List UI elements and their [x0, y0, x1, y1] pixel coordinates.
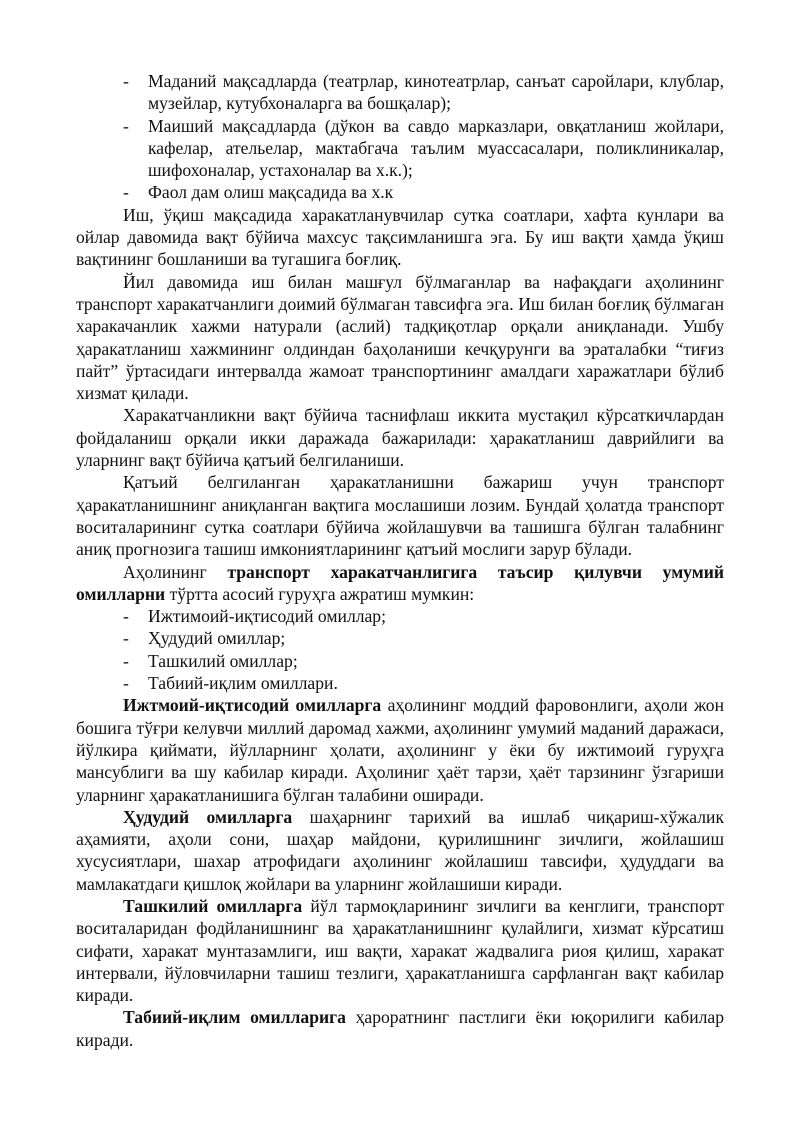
paragraph: Табиий-иқлим омилларига ҳароратнинг пастлиги ёки юқорилиги кабилар киради.	[76, 1007, 724, 1050]
dash-bullet: -	[123, 628, 129, 649]
paragraph: Қатъий белгиланган ҳаракатланишни бажариш учун транспорт ҳаракатланишнинг аниқланган вақтига мослашиши лозим. Бундай ҳолатда транспорт воситаларининг сутка соатлари бўйича жойлашувчи ва ташишга бўлган талабнинг аниқ прогнозига ташиш имкониятларининг қатъий мослиги зарур бўлади.	[76, 472, 724, 560]
dash-bullet: -	[123, 115, 129, 136]
dash-bullet: -	[123, 650, 129, 671]
list-item: - Маданий мақсадларда (театрлар, кинотеатрлар, санъат саройлари, клублар, музейлар, кутубхоналарга ва бошқалар);	[123, 71, 724, 114]
bold-term: Ижтмоий-иқтисодий омилларга	[123, 695, 382, 716]
purpose-list	[76, 70, 724, 204]
paragraph: Харакатчанликни вақт бўйича таснифлаш иккита мустақил кўрсаткичлардан фойдаланиш орқали икки даражада бажарилади: ҳаракатланиш даврийлиги ва уларнинг вақт бўйича қатъий белгиланиши.	[76, 405, 724, 471]
list-item: - Ҳудудий омиллар;	[123, 628, 286, 649]
list-item: - Табиий-иқлим омиллари.	[123, 673, 338, 694]
list-item: - Фаол дам олиш мақсадида ва х.к	[123, 182, 394, 203]
paragraph: Ташкилий омилларга йўл тармоқларининг зичлиги ва кенглиги, транспорт воситаларидан фодйланишнинг ва ҳаракатланишнинг қулайлиги, хизмат кўрсатиш сифати, харакат мунтазамлиги, иш вақти, харакат жадвалига риоя қилиш, харакат интервали, йўловчиларни ташиш тезлиги, ҳаракатланишга сарфланган вақт кабилар киради.	[76, 895, 724, 1006]
list-item: - Ижтимоий-иқтисодий омиллар;	[123, 606, 386, 627]
dash-bullet: -	[123, 182, 129, 203]
dash-bullet: -	[123, 606, 129, 627]
list-item: - Маиший мақсадларда (дўкон ва савдо марказлари, овқатланиш жойлари, кафелар, ательелар, мактабгача таълим муассасалари, поликлиникалар, шифохоналар, устахоналар ва х.к.);	[123, 115, 724, 181]
paragraph: Ҳудудий омилларга шаҳарнинг тарихий ва ишлаб чиқариш-хўжалик аҳамияти, аҳоли сони, шаҳар майдони, қурилишнинг зичлиги, жойлашиш хусусиятлари, шахар атрофидаги аҳолининг жойлашиш тавсифи, ҳудуддаги ва мамлакатдаги қишлоқ жойлари ва уларнинг жойлашиши киради.	[76, 806, 724, 894]
bold-term: Ташкилий омилларга	[123, 895, 303, 916]
paragraph: Йил давомида иш билан машғул бўлмаганлар ва нафақдаги аҳолининг транспорт харакатчанлиги доимий бўлмаган тавсифга эга. Иш билан боғлиқ бўлмаган харакачанлик хажми натурали (аслий) тадқиқотлар орқали аниқланади. Ушбу ҳаракатланиш хажмининг олдиндан баҳоланиши кечқурунги ва эраталабки “тиғиз пайт” ўртасидаги интервалда жамоат транспортининг амалдаги харажатлари бўлиб хизмат қилади.	[76, 271, 724, 404]
paragraph: Аҳолининг транспорт харакатчанлигига таъсир қилувчи умумий омилларни тўртта асосий гуруҳга ажратиш мумкин:	[76, 561, 725, 604]
list-item: - Ташкилий омиллар;	[123, 650, 298, 671]
document-page	[76, 70, 724, 1051]
paragraph: Иш, ўқиш мақсадида харакатланувчилар сутка соатлари, хафта кунлари ва ойлар давомида вақт бўйича махсус тақсимланишга эга. Бу иш вақти ҳамда ўқиш вақтининг бошланиши ва тугашига боғлиқ.	[76, 204, 724, 270]
bold-term: Ҳудудий омилларга	[123, 806, 293, 827]
paragraph: Ижтмоий-иқтисодий омилларга аҳолининг моддий фаровонлиги, аҳоли жон бошига тўғри келувчи миллий даромад хажми, аҳолининг умумий маданий даражаси, йўлкира қиймати, йўлларнинг ҳолати, аҳолининг у ёки бу ижтимоий гуруҳга мансублиги ва шу кабилар киради. Аҳолиниг ҳаёт тарзи, ҳаёт тарзининг ўзгариши уларнинг ҳаракатланишига бўлган талабини оширади.	[76, 695, 724, 805]
bold-term: транспорт харакатчанлигига таъсир қилувчи умумий омилларни	[76, 561, 725, 604]
dash-bullet: -	[123, 673, 129, 694]
bold-term: Табиий-иқлим омилларига	[123, 1007, 346, 1028]
factor-list	[76, 605, 724, 694]
dash-bullet: -	[123, 71, 129, 91]
